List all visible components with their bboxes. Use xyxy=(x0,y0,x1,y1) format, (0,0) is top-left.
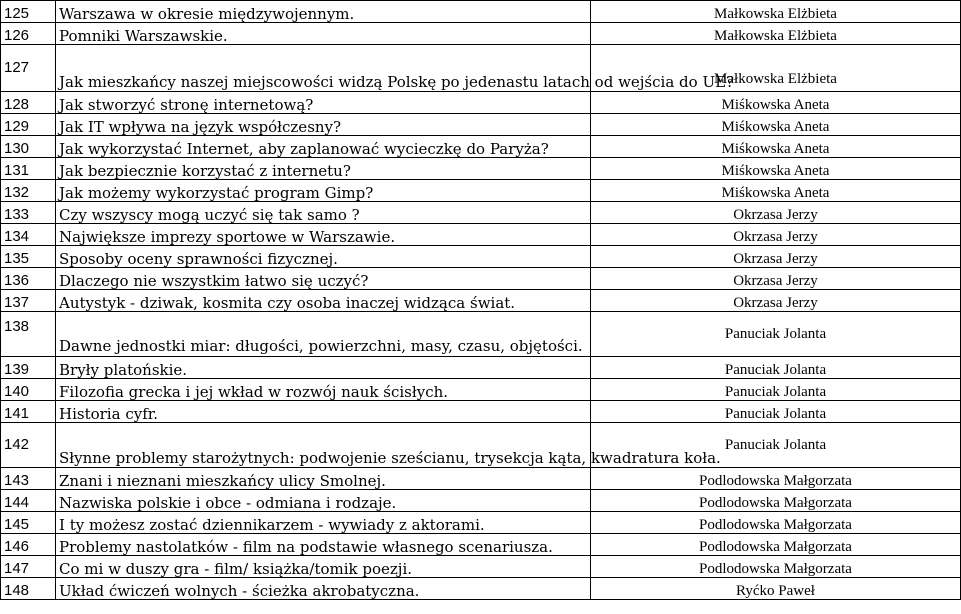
teacher-name: Małkowska Elżbieta xyxy=(591,23,961,45)
topic-title: Jak mieszkańcy naszej miejscowości widzą Polskę po jedenastu latach od wejścia do UE? xyxy=(56,45,591,92)
table-row xyxy=(1,401,961,423)
row-number: 141 xyxy=(1,401,56,423)
table-row xyxy=(1,202,961,224)
topic-title: Problemy nastolatków - film na podstawie własnego scenariusza. xyxy=(56,534,591,556)
row-number: 137 xyxy=(1,290,56,312)
row-number: 144 xyxy=(1,490,56,512)
topic-title: Dawne jednostki miar: długości, powierzchni, masy, czasu, objętości. xyxy=(56,312,591,357)
row-number: 138 xyxy=(1,312,56,357)
topic-title: Układ ćwiczeń wolnych - ścieżka akrobatyczna. xyxy=(56,578,591,600)
topic-title: Jak możemy wykorzystać program Gimp? xyxy=(56,180,591,202)
teacher-name: Miśkowska Aneta xyxy=(591,92,961,114)
row-number: 140 xyxy=(1,379,56,401)
teacher-name: Miśkowska Aneta xyxy=(591,180,961,202)
row-number: 145 xyxy=(1,512,56,534)
row-number: 132 xyxy=(1,180,56,202)
teacher-name: Okrzasa Jerzy xyxy=(591,268,961,290)
table-row xyxy=(1,246,961,268)
topic-title: Dlaczego nie wszystkim łatwo się uczyć? xyxy=(56,268,591,290)
table-row xyxy=(1,114,961,136)
row-number: 146 xyxy=(1,534,56,556)
topic-title: I ty możesz zostać dziennikarzem - wywiady z aktorami. xyxy=(56,512,591,534)
table-row xyxy=(1,136,961,158)
topic-title: Jak bezpiecznie korzystać z internetu? xyxy=(56,158,591,180)
table-row xyxy=(1,490,961,512)
teacher-name: Panuciak Jolanta xyxy=(591,357,961,379)
topic-title: Czy wszyscy mogą uczyć się tak samo ? xyxy=(56,202,591,224)
topic-title: Filozofia grecka i jej wkład w rozwój nauk ścisłych. xyxy=(56,379,591,401)
row-number: 126 xyxy=(1,23,56,45)
row-number: 131 xyxy=(1,158,56,180)
teacher-name: Panuciak Jolanta xyxy=(591,312,961,357)
table-row xyxy=(1,578,961,600)
table-row xyxy=(1,312,961,357)
teacher-name: Panuciak Jolanta xyxy=(591,379,961,401)
table-row xyxy=(1,158,961,180)
table-row xyxy=(1,556,961,578)
teacher-name: Podlodowska Małgorzata xyxy=(591,512,961,534)
teacher-name: Podlodowska Małgorzata xyxy=(591,556,961,578)
row-number: 125 xyxy=(1,1,56,23)
table-row xyxy=(1,92,961,114)
teacher-name: Małkowska Elżbieta xyxy=(591,1,961,23)
teacher-name: Panuciak Jolanta xyxy=(591,401,961,423)
table-row xyxy=(1,379,961,401)
row-number: 135 xyxy=(1,246,56,268)
table-row xyxy=(1,45,961,92)
teacher-name: Małkowska Elżbieta xyxy=(591,45,961,92)
teacher-name: Miśkowska Aneta xyxy=(591,136,961,158)
row-number: 139 xyxy=(1,357,56,379)
teacher-name: Miśkowska Aneta xyxy=(591,114,961,136)
table-row xyxy=(1,512,961,534)
teacher-name: Miśkowska Aneta xyxy=(591,158,961,180)
teacher-name: Panuciak Jolanta xyxy=(591,423,961,468)
table-row xyxy=(1,224,961,246)
table-row xyxy=(1,1,961,23)
table-row xyxy=(1,23,961,45)
topic-title: Słynne problemy starożytnych: podwojenie sześcianu, trysekcja kąta, kwadratura koła. xyxy=(56,423,591,468)
row-number: 130 xyxy=(1,136,56,158)
topic-title: Autystyk - dziwak, kosmita czy osoba inaczej widząca świat. xyxy=(56,290,591,312)
topic-title: Jak wykorzystać Internet, aby zaplanować wycieczkę do Paryża? xyxy=(56,136,591,158)
table-row xyxy=(1,423,961,468)
table-row xyxy=(1,534,961,556)
topic-title: Sposoby oceny sprawności fizycznej. xyxy=(56,246,591,268)
topic-title: Historia cyfr. xyxy=(56,401,591,423)
topic-title: Bryły platońskie. xyxy=(56,357,591,379)
row-number: 127 xyxy=(1,45,56,92)
topic-title: Znani i nieznani mieszkańcy ulicy Smolnej. xyxy=(56,468,591,490)
teacher-name: Okrzasa Jerzy xyxy=(591,290,961,312)
topic-title: Warszawa w okresie międzywojennym. xyxy=(56,1,591,23)
table-row xyxy=(1,180,961,202)
row-number: 134 xyxy=(1,224,56,246)
row-number: 136 xyxy=(1,268,56,290)
teacher-name: Ryćko Paweł xyxy=(591,578,961,600)
topic-title: Pomniki Warszawskie. xyxy=(56,23,591,45)
row-number: 143 xyxy=(1,468,56,490)
row-number: 129 xyxy=(1,114,56,136)
row-number: 128 xyxy=(1,92,56,114)
teacher-name: Podlodowska Małgorzata xyxy=(591,534,961,556)
topic-title: Największe imprezy sportowe w Warszawie. xyxy=(56,224,591,246)
row-number: 147 xyxy=(1,556,56,578)
table-row xyxy=(1,290,961,312)
teacher-name: Okrzasa Jerzy xyxy=(591,202,961,224)
row-number: 142 xyxy=(1,423,56,468)
row-number: 133 xyxy=(1,202,56,224)
teacher-name: Podlodowska Małgorzata xyxy=(591,490,961,512)
topic-title: Jak stworzyć stronę internetową? xyxy=(56,92,591,114)
table-row xyxy=(1,268,961,290)
topic-title: Jak IT wpływa na język współczesny? xyxy=(56,114,591,136)
topic-title: Co mi w duszy gra - film/ książka/tomik poezji. xyxy=(56,556,591,578)
topic-title: Nazwiska polskie i obce - odmiana i rodzaje. xyxy=(56,490,591,512)
table-row xyxy=(1,357,961,379)
table-row xyxy=(1,468,961,490)
teacher-name: Podlodowska Małgorzata xyxy=(591,468,961,490)
row-number: 148 xyxy=(1,578,56,600)
teacher-name: Okrzasa Jerzy xyxy=(591,246,961,268)
teacher-name: Okrzasa Jerzy xyxy=(591,224,961,246)
